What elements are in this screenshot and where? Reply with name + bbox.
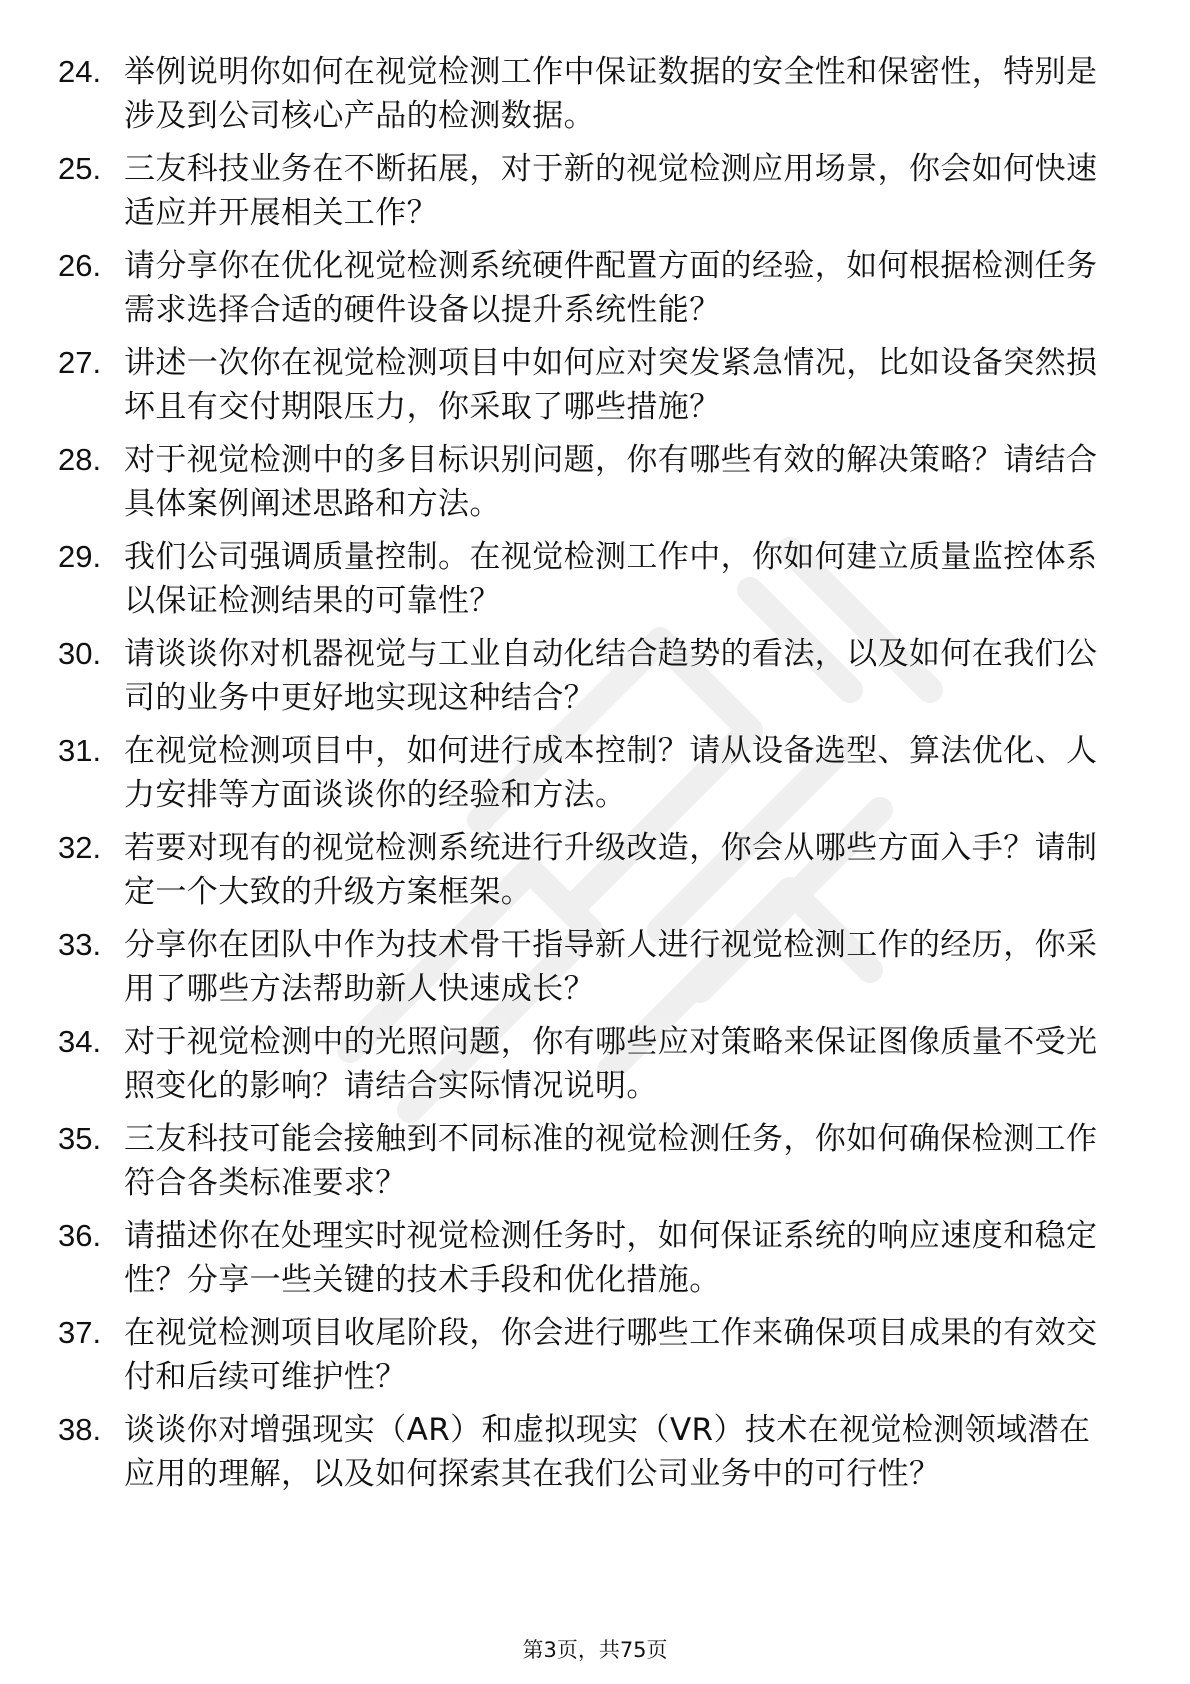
question-number: 26. — [58, 248, 102, 283]
question-item-30 — [58, 632, 1118, 720]
question-item-28 — [58, 438, 1118, 526]
question-item-32 — [58, 826, 1118, 914]
question-number: 36. — [58, 1218, 102, 1253]
question-item-33 — [58, 923, 1118, 1011]
question-item-31 — [58, 729, 1118, 817]
question-number: 38. — [58, 1412, 102, 1447]
question-text: 举例说明你如何在视觉检测工作中保证数据的安全性和保密性，特别是涉及到公司核心产品的检测数据。 — [124, 54, 1098, 134]
question-item-34 — [58, 1020, 1118, 1108]
question-list — [58, 50, 1118, 1505]
question-number: 27. — [58, 345, 102, 380]
question-text: 请描述你在处理实时视觉检测任务时，如何保证系统的响应速度和稳定性？分享一些关键的技术手段和优化措施。 — [124, 1218, 1098, 1298]
question-item-38 — [58, 1408, 1118, 1496]
question-number: 24. — [58, 54, 102, 89]
question-item-24 — [58, 50, 1118, 138]
question-text: 在视觉检测项目中，如何进行成本控制？请从设备选型、算法优化、人力安排等方面谈谈你的经验和方法。 — [124, 733, 1098, 813]
question-text: 谈谈你对增强现实（AR）和虚拟现实（VR）技术在视觉检测领域潜在应用的理解，以及如何探索其在我们公司业务中的可行性？ — [124, 1412, 1091, 1492]
question-text: 三友科技可能会接触到不同标准的视觉检测任务，你如何确保检测工作符合各类标准要求？ — [124, 1121, 1098, 1201]
question-item-27 — [58, 341, 1118, 429]
question-number: 30. — [58, 636, 102, 671]
question-number: 33. — [58, 927, 102, 962]
question-item-36 — [58, 1214, 1118, 1302]
question-item-37 — [58, 1311, 1118, 1399]
question-item-25 — [58, 147, 1118, 235]
question-number: 35. — [58, 1121, 102, 1156]
question-text: 在视觉检测项目收尾阶段，你会进行哪些工作来确保项目成果的有效交付和后续可维护性？ — [124, 1315, 1098, 1395]
question-number: 37. — [58, 1315, 102, 1350]
question-text: 若要对现有的视觉检测系统进行升级改造，你会从哪些方面入手？请制定一个大致的升级方案框架。 — [124, 830, 1098, 910]
page-number-footer: 第3页，共75页 — [522, 1638, 668, 1662]
question-text: 我们公司强调质量控制。在视觉检测工作中，你如何建立质量监控体系以保证检测结果的可靠性？ — [124, 539, 1098, 619]
question-number: 28. — [58, 442, 102, 477]
question-item-26 — [58, 244, 1118, 332]
question-text: 分享你在团队中作为技术骨干指导新人进行视觉检测工作的经历，你采用了哪些方法帮助新人快速成长？ — [124, 927, 1098, 1007]
question-number: 34. — [58, 1024, 102, 1059]
question-number: 32. — [58, 830, 102, 865]
question-text: 对于视觉检测中的多目标识别问题，你有哪些有效的解决策略？请结合具体案例阐述思路和方法。 — [124, 442, 1098, 522]
question-number: 25. — [58, 151, 102, 186]
question-number: 29. — [58, 539, 102, 574]
question-item-29 — [58, 535, 1118, 623]
question-number: 31. — [58, 733, 102, 768]
question-text: 请谈谈你对机器视觉与工业自动化结合趋势的看法，以及如何在我们公司的业务中更好地实现这种结合？ — [124, 636, 1098, 716]
question-text: 三友科技业务在不断拓展，对于新的视觉检测应用场景，你会如何快速适应并开展相关工作？ — [124, 151, 1098, 231]
question-text: 请分享你在优化视觉检测系统硬件配置方面的经验，如何根据检测任务需求选择合适的硬件设备以提升系统性能？ — [124, 248, 1098, 328]
question-text: 对于视觉检测中的光照问题，你有哪些应对策略来保证图像质量不受光照变化的影响？请结合实际情况说明。 — [124, 1024, 1098, 1104]
question-item-35 — [58, 1117, 1118, 1205]
question-text: 讲述一次你在视觉检测项目中如何应对突发紧急情况，比如设备突然损坏且有交付期限压力，你采取了哪些措施？ — [124, 345, 1098, 425]
